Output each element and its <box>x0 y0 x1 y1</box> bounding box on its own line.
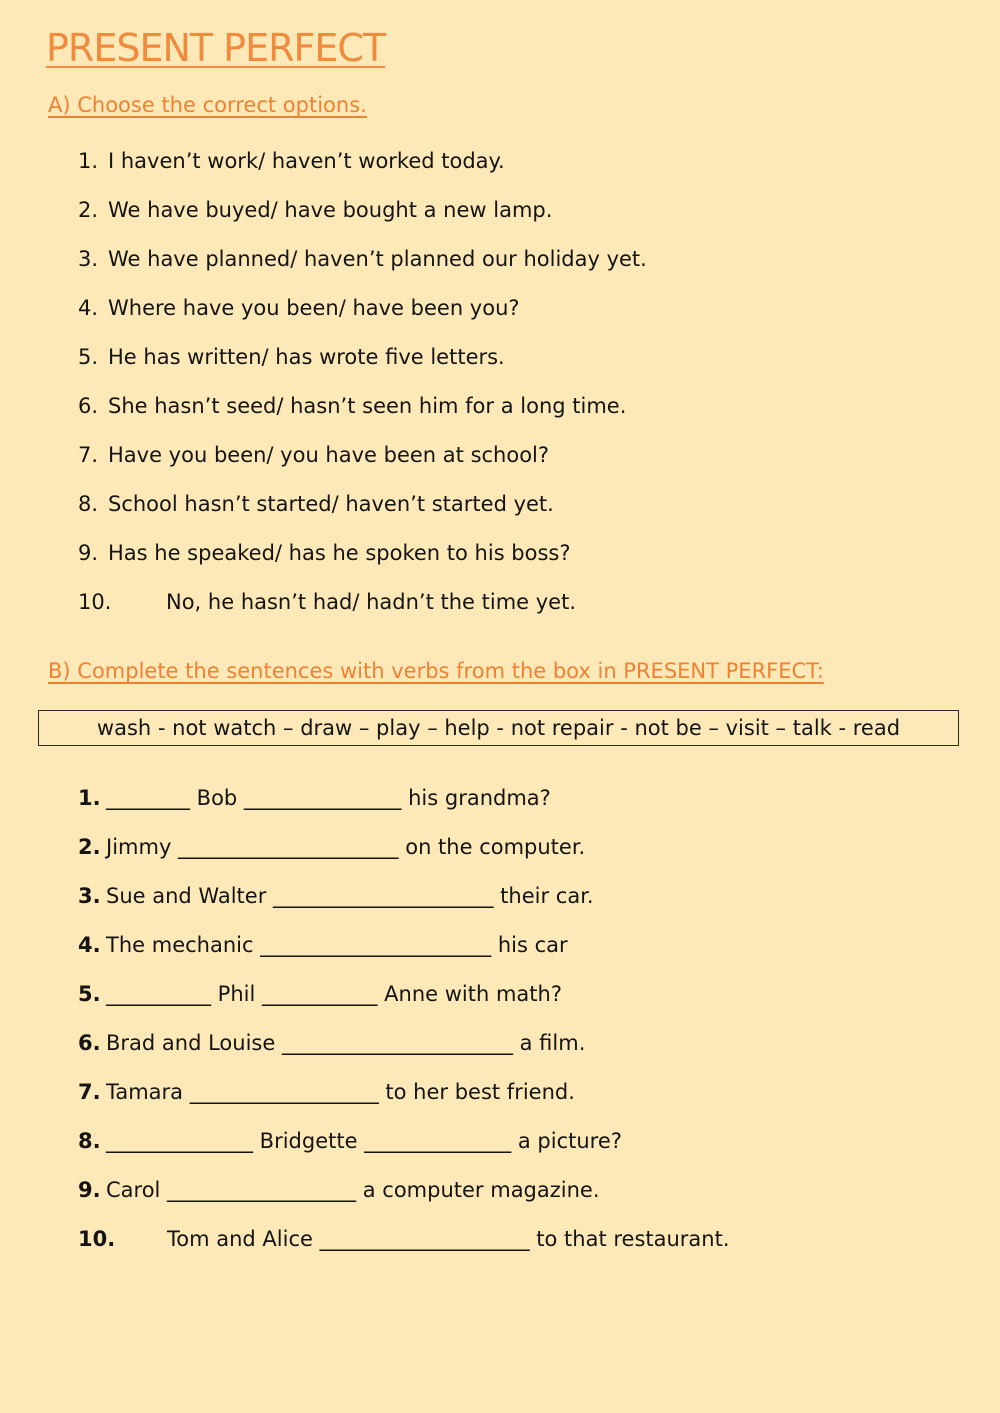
item-text: Tamara __________________ to her best friend. <box>106 1080 575 1104</box>
item-text: __________ Phil ___________ Anne with math? <box>106 982 562 1006</box>
item-number: 10. <box>78 590 112 614</box>
item-text: Tom and Alice ____________________ to that restaurant. <box>167 1227 730 1251</box>
item-number: 9. <box>78 1178 101 1202</box>
item-text: Carol __________________ a computer magazine. <box>106 1178 600 1202</box>
item-number: 5. <box>78 982 101 1006</box>
item-number: 4. <box>78 296 99 320</box>
item-number: 8. <box>78 492 99 516</box>
item-text: He has written/ has wrote five letters. <box>108 345 505 369</box>
item-number: 5. <box>78 345 99 369</box>
page-title: PRESENT PERFECT <box>46 26 386 70</box>
item-text: Have you been/ you have been at school? <box>108 443 550 467</box>
item-text: Brad and Louise ______________________ a film. <box>106 1031 586 1055</box>
item-text: Sue and Walter _____________________ their car. <box>106 884 594 908</box>
item-number: 6. <box>78 1031 101 1055</box>
item-number: 2. <box>78 198 99 222</box>
item-number: 4. <box>78 933 101 957</box>
item-number: 8. <box>78 1129 101 1153</box>
item-number: 3. <box>78 884 101 908</box>
item-number: 1. <box>78 149 99 173</box>
item-number: 6. <box>78 394 99 418</box>
item-number: 7. <box>78 1080 101 1104</box>
item-text: The mechanic ______________________ his car <box>106 933 568 957</box>
item-text: Where have you been/ have been you? <box>108 296 520 320</box>
item-text: Jimmy _____________________ on the computer. <box>106 835 586 859</box>
item-text: No, he hasn’t had/ hadn’t the time yet. <box>166 590 577 614</box>
item-text: School hasn’t started/ haven’t started yet. <box>108 492 554 516</box>
item-number: 1. <box>78 786 101 810</box>
item-text: I haven’t work/ haven’t worked today. <box>108 149 505 173</box>
section-b-heading: B) Complete the sentences with verbs from the box in PRESENT PERFECT: <box>48 659 824 683</box>
section-a-heading: A) Choose the correct options. <box>48 93 367 117</box>
item-number: 7. <box>78 443 99 467</box>
item-text: We have planned/ haven’t planned our holiday yet. <box>108 247 647 271</box>
item-number: 2. <box>78 835 101 859</box>
item-text: She hasn’t seed/ hasn’t seen him for a long time. <box>108 394 627 418</box>
item-text: We have buyed/ have bought a new lamp. <box>108 198 553 222</box>
item-number: 3. <box>78 247 99 271</box>
item-text: ________ Bob _______________ his grandma? <box>106 786 551 810</box>
verb-box: wash - not watch – draw – play – help - not repair - not be – visit – talk - read <box>38 710 959 746</box>
item-text: ______________ Bridgette ______________ a picture? <box>106 1129 622 1153</box>
item-number: 10. <box>78 1227 116 1251</box>
item-number: 9. <box>78 541 99 565</box>
item-text: Has he speaked/ has he spoken to his boss? <box>108 541 571 565</box>
